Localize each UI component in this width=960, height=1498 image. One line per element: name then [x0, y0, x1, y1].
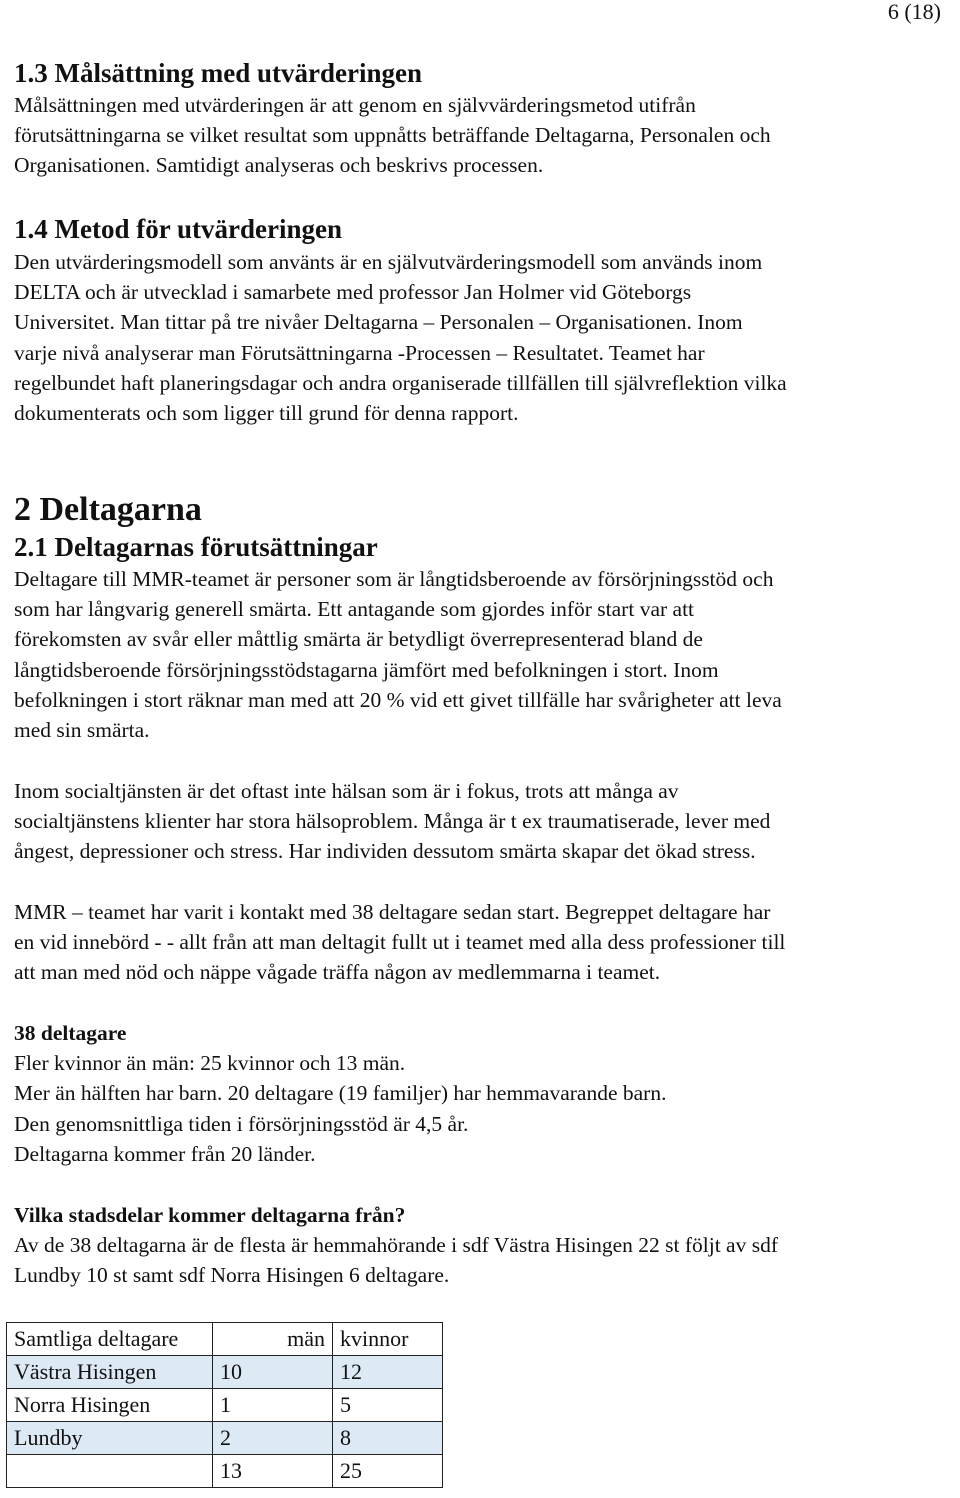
table-row — [7, 1356, 443, 1389]
text-line: MMR – teamet har varit i kontakt med 38 deltagare sedan start. Begreppet deltagare har — [14, 900, 771, 924]
table-cell: 8 — [333, 1422, 443, 1455]
text-line: Av de 38 deltagarna är de flesta är hemmahörande i sdf Västra Hisingen 22 st följt av sdf — [14, 1233, 779, 1258]
text-line: Den utvärderingsmodell som använts är en självutvärderingsmodell som används inom — [14, 250, 763, 274]
paragraph-2-1-c — [14, 897, 785, 988]
text-line: Organisationen. Samtidigt analyseras och beskrivs processen. — [14, 153, 544, 178]
table-cell — [7, 1455, 213, 1488]
text-line: dokumenterats och som ligger till grund för denna rapport. — [14, 401, 519, 426]
text-line: Lundby 10 st samt sdf Norra Hisingen 6 deltagare. — [14, 1263, 450, 1288]
text-line: förekomsten av svår eller måttlig smärta är betydligt överrepresenterad bland de — [14, 627, 703, 652]
paragraph-1-3 — [14, 90, 771, 181]
table-row — [7, 1389, 443, 1422]
paragraph-2-1-a — [14, 564, 782, 745]
table-header-cell: Samtliga deltagare — [7, 1323, 213, 1356]
text-line: förutsättningarna se vilket resultat som uppnåtts beträffande Deltagarna, Personalen och — [14, 123, 771, 148]
text-line: regelbundet haft planeringsdagar och andra organiserade tillfällen till självreflektion vilka — [14, 370, 787, 395]
table-cell: Västra Hisingen — [7, 1356, 213, 1389]
participants-table — [6, 1322, 443, 1488]
heading-1-3: 1.3 Målsättning med utvärderingen — [14, 58, 422, 88]
table-header-cell: kvinnor — [333, 1323, 443, 1356]
text-line: socialtjänstens klienter har stora hälsoproblem. Många är t ex traumatiserade, lever med — [14, 809, 771, 834]
heading-2: 2 Deltagarna — [14, 491, 202, 528]
table-row — [7, 1422, 443, 1455]
heading-1-4: 1.4 Metod för utvärderingen — [14, 214, 342, 244]
districts-heading: Vilka stadsdelar kommer deltagarna från? — [14, 1203, 406, 1227]
text-line: varje nivå analyserar man Förutsättningarna -Processen – Resultatet. Teamet har — [14, 340, 705, 365]
table-header-cell: män — [213, 1323, 333, 1356]
text-line: befolkningen i stort räknar man med att 20 % vid ett givet tillfälle har svårigheter att leva — [14, 687, 782, 712]
text-line: Inom socialtjänsten är det oftast inte hälsan som är i fokus, trots att många av — [14, 779, 679, 803]
text-line: DELTA och är utvecklad i samarbete med professor Jan Holmer vid Göteborgs — [14, 280, 692, 305]
text-line: att man med nöd och näppe vågade träffa någon av medlemmarna i teamet. — [14, 960, 661, 985]
table-cell: 12 — [333, 1356, 443, 1389]
heading-2-1: 2.1 Deltagarnas förutsättningar — [14, 532, 378, 562]
table-cell: 25 — [333, 1455, 443, 1488]
table-cell: 5 — [333, 1389, 443, 1422]
table-header-row — [7, 1323, 443, 1356]
table-row — [7, 1455, 443, 1488]
paragraph-2-1-b — [14, 776, 770, 867]
table-cell: Norra Hisingen — [7, 1389, 213, 1422]
text-line: Deltagare till MMR-teamet är personer som är långtidsberoende av försörjningsstöd och — [14, 567, 774, 591]
text-line: Målsättningen med utvärderingen är att genom en självvärderingsmetod utifrån — [14, 93, 696, 117]
text-line: som har långvarig generell smärta. Ett antagande som gjordes inför start var att — [14, 597, 695, 622]
page-number: 6 (18) — [887, 0, 941, 24]
stats-block — [14, 1018, 666, 1169]
table-cell: Lundby — [7, 1422, 213, 1455]
text-line: en vid innebörd - - allt från att man deltagit fullt ut i teamet med alla dess professioner till — [14, 930, 786, 955]
stats-line: Mer än hälften har barn. 20 deltagare (19 familjer) har hemmavarande barn. — [14, 1081, 667, 1106]
stats-heading: 38 deltagare — [14, 1021, 127, 1045]
stats-line: Deltagarna kommer från 20 länder. — [14, 1141, 316, 1166]
text-line: ångest, depressioner och stress. Har individen dessutom smärta skapar det ökad stress. — [14, 839, 756, 864]
table-cell: 13 — [213, 1455, 333, 1488]
table-cell: 2 — [213, 1422, 333, 1455]
text-line: med sin smärta. — [14, 718, 150, 743]
table-cell: 1 — [213, 1389, 333, 1422]
paragraph-1-4 — [14, 247, 787, 428]
stats-line: Den genomsnittliga tiden i försörjningsstöd är 4,5 år. — [14, 1111, 469, 1136]
text-line: långtidsberoende försörjningsstödstagarna jämfört med befolkningen i stort. Inom — [14, 657, 719, 682]
table-cell: 10 — [213, 1356, 333, 1389]
districts-block — [14, 1200, 778, 1291]
text-line: Universitet. Man tittar på tre nivåer Deltagarna – Personalen – Organisationen. Inom — [14, 310, 743, 335]
stats-line: Fler kvinnor än män: 25 kvinnor och 13 män. — [14, 1051, 406, 1076]
